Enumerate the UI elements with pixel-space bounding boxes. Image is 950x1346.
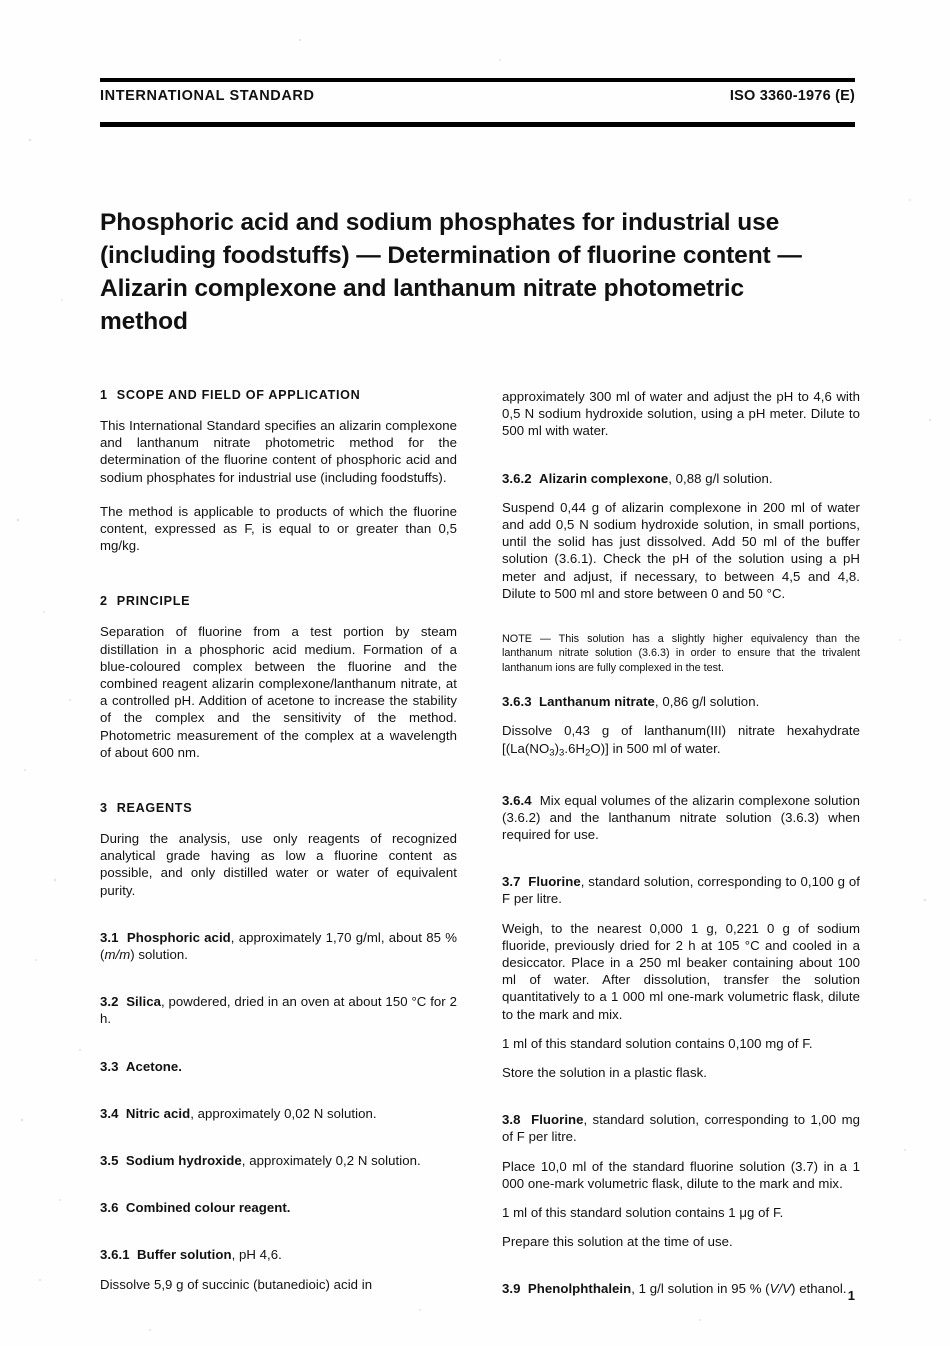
reagent-desc: , approximately 0,02 N solution. [190, 1105, 377, 1121]
page-number: 1 [847, 1288, 855, 1303]
section-number: 1 [100, 388, 108, 402]
reagent-desc: , standard solution, corresponding to 0,100 g of F per litre. [502, 874, 860, 907]
reagent-number: 3.6.4 [502, 792, 532, 808]
reagent-number: 3.7 [502, 874, 521, 890]
reagent-name: Lanthanum nitrate [539, 694, 655, 710]
two-column-body [100, 388, 860, 1315]
reagent-item-3-8 [502, 1111, 860, 1145]
principle-paragraph: Separation of fluorine from a test portion by steam distillation in a phosphoric acid medium. Formation of a blue-coloured complex between the fluorine and the combined reagent alizarin complexone/lanthanum nitrate, at a controlled pH. Addition of acetone to increase the stability of the complex and the sensitivity of the method. Photometric measurement of the complex at a wavelength of about 600 nm. [100, 624, 457, 760]
reagent-desc: , 0,86 g/l solution. [654, 694, 760, 710]
reagent-item-3-6-1 [100, 1246, 457, 1263]
page-header [100, 88, 855, 104]
reagent-name: Nitric acid [125, 1105, 191, 1121]
reagent-name: Combined colour reagent. [125, 1200, 291, 1216]
reagent-name: Fluorine [528, 874, 581, 890]
reagent-item-3-6-3 [502, 693, 860, 710]
scope-paragraph-2: The method is applicable to products of which the fluorine content, expressed as F, is equal to or greater than 0,5 mg/kg. [100, 503, 457, 554]
continued-paragraph: approximately 300 ml of water and adjust the pH to 4,6 with 0,5 N sodium hydroxide solution, using a pH meter. Dilute to 500 ml with water. [502, 389, 860, 439]
scope-paragraph-1: This International Standard specifies an alizarin complexone and lanthanum nitrate photometric method for the determination of the fluorine content of phosphoric acid and sodium phosphates for industrial use (including foodstuffs). [100, 418, 457, 485]
formula-text-b: ) [554, 740, 560, 756]
reagent-number: 3.6.1 [100, 1247, 130, 1263]
section-heading-principle [100, 594, 457, 609]
reagent-number: 3.9 [502, 1281, 521, 1297]
reagent-item-3-6 [100, 1199, 457, 1216]
reagents-intro-paragraph: During the analysis, use only reagents of recognized analytical grade having as low a fluorine content as possible, and only distilled water or water of equivalent purity. [100, 831, 457, 898]
reagent-name: Buffer solution [137, 1247, 232, 1263]
note-paragraph: NOTE — This solution has a slightly higher equivalency than the lanthanum nitrate solution (3.6.3) in order to ensure that the trivalent lanthanum ions are fully complexed in the test. [502, 633, 860, 674]
alizarin-procedure-paragraph: Suspend 0,44 g of alizarin complexone in 200 ml of water and add 0,5 N sodium hydroxide solution, in small portions, until the solid has just dissolved. Add 50 ml of the buffer solution (3.6.1). Check the pH of the solution using a pH meter and adjust, if necessary, to between 4,5 and 4,8. Dilute to 500 ml and store between 0 and 50 °C. [502, 499, 860, 601]
reagent-desc: Mix equal volumes of the alizarin complexone solution (3.6.2) and the lanthanum nitrate solution (3.6.3) when required for use. [502, 792, 860, 842]
lanthanum-procedure-paragraph [502, 722, 860, 761]
reagent-item-3-3 [100, 1058, 457, 1075]
page-title: Phosphoric acid and sodium phosphates for industrial use (including foodstuffs) — Determination of fluorine content — Alizarin complexone and lanthanum nitrate photometric method [100, 209, 802, 336]
formula-text-d: O)] in 500 ml of water. [590, 740, 721, 756]
reagent-name: Silica [126, 994, 161, 1010]
reagent-desc: , powdered, dried in an oven at about 150 °C for 2 h. [100, 994, 457, 1027]
reagent-number: 3.5 [100, 1153, 119, 1169]
buffer-solution-paragraph: Dissolve 5,9 g of succinic (butanedioic) acid in [100, 1276, 373, 1292]
reagent-number: 3.6 [100, 1200, 119, 1216]
fluorine-standard-procedure: Weigh, to the nearest 0,000 1 g, 0,221 0 g of sodium fluoride, previously dried for 2 h at 105 °C and cooled in a desiccator. Place in a 250 ml beaker containing about 100 ml of water. After dissolution, transfer the solution quantitatively to a 1 000 ml one-mark volumetric flask, dilute to the mark and mix. [502, 920, 860, 1022]
reagent-desc-b: ) ethanol. [791, 1281, 847, 1297]
reagent-number: 3.6.2 [502, 470, 532, 486]
reagent-number: 3.3 [100, 1058, 119, 1074]
section-title: REAGENTS [116, 801, 193, 816]
reagent-name: Acetone. [125, 1058, 183, 1074]
dilute-fluorine-prep-note: Prepare this solution at the time of use. [502, 1234, 733, 1250]
reagent-desc-a: , 1 g/l solution in 95 % ( [631, 1281, 770, 1297]
section-title: PRINCIPLE [116, 594, 191, 609]
reagent-desc: , pH 4,6. [231, 1247, 282, 1263]
reagent-item-3-1 [100, 929, 457, 963]
reagent-desc: , standard solution, corresponding to 1,00 mg of F per litre. [502, 1112, 860, 1145]
reagent-item-3-4 [100, 1105, 457, 1122]
reagent-desc: , approximately 0,2 N solution. [241, 1153, 421, 1169]
reagent-desc-italic: V/V [769, 1281, 792, 1297]
reagent-item-3-6-2 [502, 470, 860, 487]
reagent-number: 3.4 [100, 1105, 119, 1121]
section-number: 2 [100, 594, 108, 609]
reagent-desc-a: , approximately 1,70 g/ml, about 85 % ( [100, 929, 457, 963]
header-standard-label: INTERNATIONAL STANDARD [100, 88, 315, 104]
reagent-number: 3.1 [100, 929, 119, 945]
reagent-desc-italic: m/m [104, 947, 131, 963]
header-standard-number: ISO 3360-1976 (E) [729, 88, 855, 104]
section-heading-scope [100, 388, 457, 403]
formula-subscript-1: 3 [549, 747, 555, 759]
header-rule-top [100, 78, 855, 82]
reagent-item-3-2 [100, 993, 457, 1027]
reagent-item-3-9 [502, 1280, 860, 1297]
reagent-number: 3.2 [100, 994, 119, 1010]
formula-subscript-3: 2 [585, 747, 591, 759]
reagent-name: Sodium hydroxide [125, 1153, 242, 1169]
dilute-fluorine-procedure: Place 10,0 ml of the standard fluorine solution (3.7) in a 1 000 one-mark volumetric flask, dilute to the mark and mix. [502, 1158, 860, 1191]
dilute-fluorine-concentration: 1 ml of this standard solution contains 1 μg of F. [502, 1204, 784, 1220]
reagent-item-3-7 [502, 873, 860, 907]
reagent-number: 3.6.3 [502, 694, 532, 710]
section-title: SCOPE AND FIELD OF APPLICATION [116, 388, 361, 402]
reagent-name: Alizarin complexone [539, 470, 669, 486]
fluorine-concentration-note: 1 ml of this standard solution contains 0,100 mg of F. [502, 1035, 813, 1051]
section-number: 3 [100, 801, 108, 816]
reagent-name: Fluorine [531, 1112, 584, 1128]
reagent-desc: , 0,88 g/l solution. [668, 470, 773, 486]
right-column [502, 388, 860, 1315]
reagent-name: Phenolphthalein [527, 1281, 632, 1297]
header-rule-bottom [100, 122, 855, 127]
formula-text-a: Dissolve 0,43 g of lanthanum(III) nitrate hexahydrate [(La(NO [502, 723, 860, 756]
section-heading-reagents [100, 801, 457, 816]
formula-text-c: .6H [564, 740, 586, 756]
formula-subscript-2: 3 [559, 747, 565, 759]
reagent-item-3-6-4 [502, 792, 860, 844]
left-column [100, 388, 457, 1315]
fluorine-storage-note: Store the solution in a plastic flask. [502, 1064, 707, 1080]
reagent-item-3-5 [100, 1152, 457, 1169]
reagent-name: Phosphoric acid [126, 929, 231, 945]
reagent-number: 3.8 [502, 1112, 521, 1128]
reagent-desc-b: ) solution. [130, 947, 188, 963]
